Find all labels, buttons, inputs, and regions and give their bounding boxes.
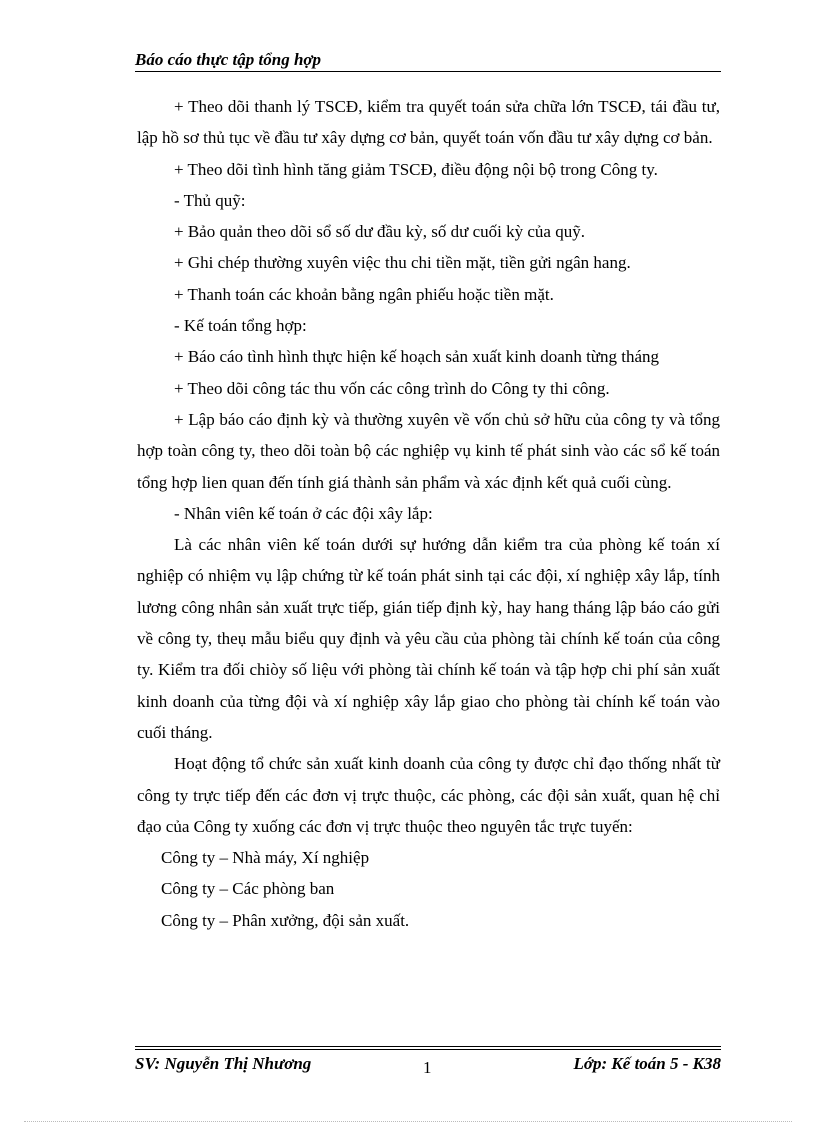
page-header <box>135 49 721 72</box>
page-edge-divider <box>24 1121 792 1122</box>
section-heading: - Nhân viên kế toán ở các đội xây lắp: <box>174 503 433 523</box>
list-item: Công ty – Các phòng ban <box>161 879 335 899</box>
page-footer <box>135 1046 721 1078</box>
paragraph: + Bảo quản theo dõi sổ số dư đầu kỳ, số dư cuối kỳ của quỹ. <box>174 222 585 242</box>
paragraph: + Thanh toán các khoản bằng ngân phiếu hoặc tiền mặt. <box>174 284 554 304</box>
footer-student: SV: Nguyễn Thị Nhương <box>135 1054 312 1073</box>
list-item: Công ty – Nhà máy, Xí nghiệp <box>161 848 370 868</box>
paragraph: + Lập báo cáo định kỳ và thường xuyên về vốn chủ sở hữu của công ty và tổng hợp toàn công ty, theo dõi toàn bộ các nghiệp vụ kinh tế phát sinh vào các sổ kế toán tổng hợp lien quan đến tính giá thành sản phẩm và xác định kết quả cuối cùng. <box>137 409 720 492</box>
page-number: 1 <box>423 1058 432 1077</box>
paragraph: + Theo dõi công tác thu vốn các công trình do Công ty thi công. <box>174 378 610 398</box>
paragraph: Hoạt động tổ chức sản xuất kinh doanh của công ty được chỉ đạo thống nhất từ công ty trực tiếp đến các đơn vị trực thuộc, các phòng, các đội sản xuất, quan hệ chỉ đạo của Công ty xuống các đơn vị trực thuộc theo nguyên tắc trực tuyến: <box>137 754 720 836</box>
list-item: Công ty – Phân xưởng, đội sản xuất. <box>161 910 410 930</box>
footer-class: Lớp: Kế toán 5 - K38 <box>573 1054 721 1073</box>
header-rule <box>135 71 721 72</box>
footer-rule <box>135 1046 721 1050</box>
paragraph: + Theo dõi thanh lý TSCĐ, kiểm tra quyết toán sửa chữa lớn TSCĐ, tái đầu tư, lập hồ sơ thủ tục về đầu tư xây dựng cơ bản, quyết toán vốn đầu tư xây dựng cơ bản. <box>137 97 720 148</box>
section-heading: - Thủ quỹ: <box>174 190 246 210</box>
header-title: Báo cáo thực tập tổng hợp <box>135 50 322 69</box>
section-heading: - Kế toán tổng hợp: <box>174 316 307 336</box>
paragraph: + Ghi chép thường xuyên việc thu chi tiền mặt, tiền gửi ngân hang. <box>174 253 631 273</box>
paragraph: + Theo dõi tình hình tăng giảm TSCĐ, điều động nội bộ trong Công ty. <box>174 159 658 179</box>
paragraph: + Báo cáo tình hình thực hiện kế hoạch sản xuất kinh doanh từng tháng <box>174 347 660 367</box>
paragraph: Là các nhân viên kế toán dưới sự hướng dẫn kiểm tra của phòng kế toán xí nghiệp có nhiệm vụ lập chứng từ kế toán phát sinh tại các đội, xí nghiệp xây lắp, tính lương công nhân sản xuất trực tiếp, gián tiếp định kỳ, hay hang tháng lập báo cáo gửi về công ty, theụ mẫu biểu quy định và yêu cầu của phòng tài chính kế toán của công ty. Kiểm tra đối chiòy số liệu với phòng tài chính kế toán và tập hợp chi phí sản xuất kinh doanh của từng đội và xí nghiệp xây lắp giao cho phòng tài chính kế toán vào cuối tháng. <box>137 535 720 742</box>
document-body <box>137 91 720 936</box>
